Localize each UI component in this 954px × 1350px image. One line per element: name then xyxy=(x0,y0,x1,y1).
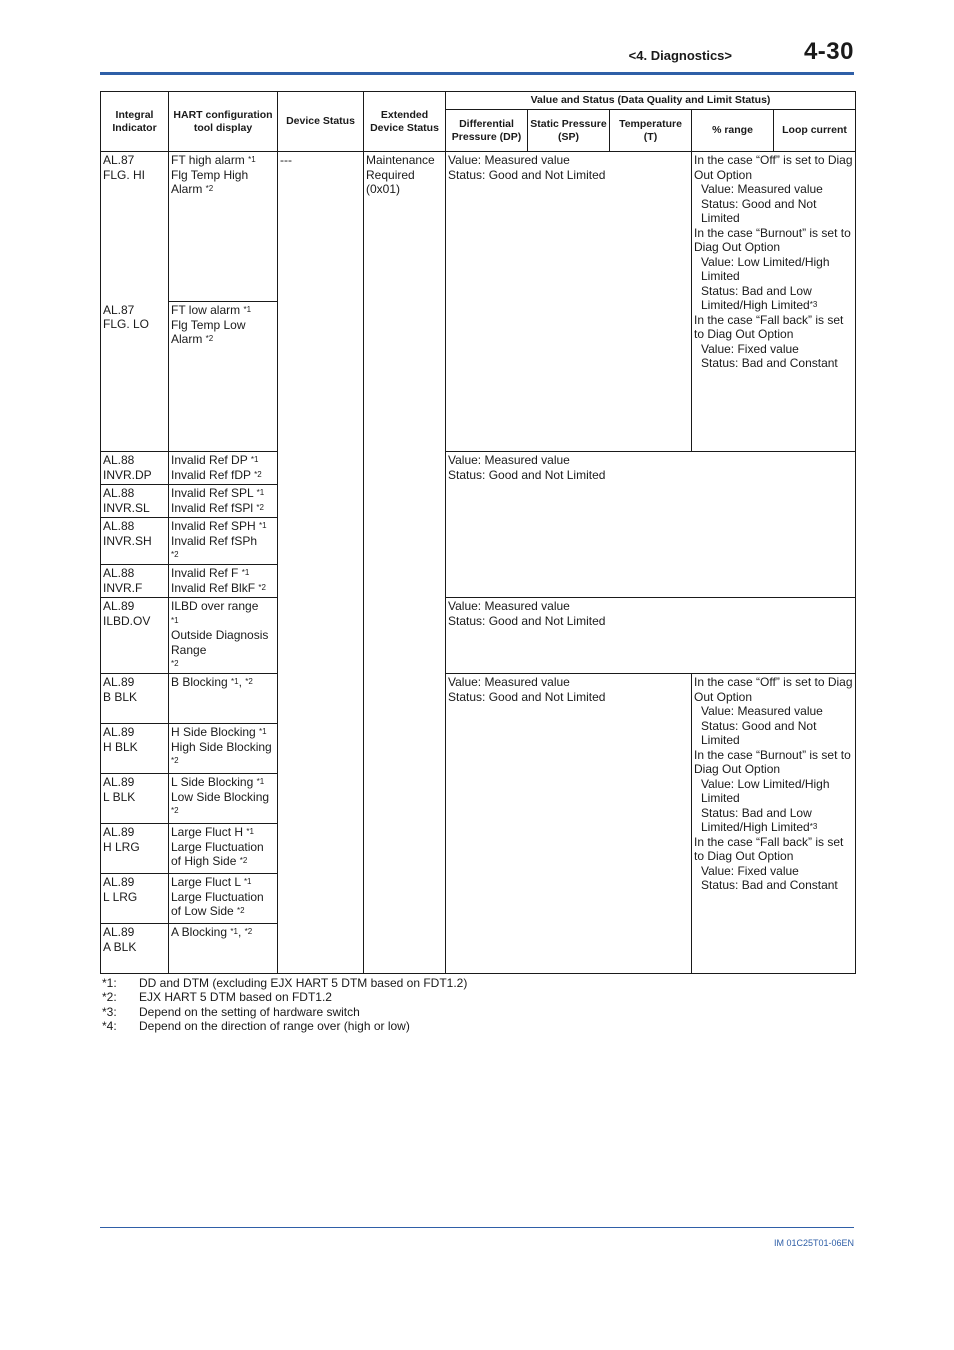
extended-status-cell: Maintenance Required (0x01) xyxy=(364,152,446,974)
hart-cell: Invalid Ref SPL $^{*1}$ Invalid Ref fSPl $^{*2}$ xyxy=(169,485,278,518)
header-value-status: Value and Status (Data Quality and Limit Status) xyxy=(446,92,856,110)
value-status-cell: Value: Measured value Status: Good and Not Limited xyxy=(446,452,856,598)
hart-cell: ILBD over range $^{*1}$ Outside Diagnosis Range $^{*2}$ xyxy=(169,598,278,674)
hart-cell: B Blocking $^{*1}$, $^{*2}$ xyxy=(169,674,278,724)
hart-cell: Invalid Ref DP $^{*1}$ Invalid Ref fDP $^{*2}$ xyxy=(169,452,278,485)
indicator-cell: AL.87 FLG. HI xyxy=(101,152,169,302)
table-row xyxy=(101,674,856,724)
table-row xyxy=(101,452,856,485)
header-range: % range xyxy=(692,110,774,152)
indicator-cell: AL.89 ILBD.OV xyxy=(101,598,169,674)
hart-cell: L Side Blocking $^{*1}$ Low Side Blocking $^{*2}$ xyxy=(169,774,278,824)
indicator-cell: AL.88 INVR.F xyxy=(101,565,169,598)
header-sp: Static Pressure (SP) xyxy=(528,110,610,152)
hart-cell: FT low alarm $^{*1}$ Flg Temp Low Alarm $^{*2}$ xyxy=(169,302,278,452)
loop-current-cell: In the case “Off” is set to Diag Out Option Value: Measured value Status: Good and Not Limited In the case “Burnout” is set to Diag Out Option Value: Low Limited/High Limited Status: Bad and Low Limited/High Limited$^{*3}$ In the case “Fall back” is set to Diag Out Option Value: Fixed value Status: Bad and Constant xyxy=(692,152,856,452)
header-dp: Differential Pressure (DP) xyxy=(446,110,528,152)
table-row xyxy=(101,152,856,302)
header-temp: Temperature (T) xyxy=(610,110,692,152)
hart-cell: Large Fluct H $^{*1}$ Large Fluctuation of High Side $^{*2}$ xyxy=(169,824,278,874)
value-status-cell: Value: Measured value Status: Good and Not Limited xyxy=(446,152,692,452)
device-status-cell: --- xyxy=(278,152,364,974)
footnote: *2: EJX HART 5 DTM based on FDT1.2 xyxy=(102,990,332,1004)
indicator-cell: AL.89 A BLK xyxy=(101,924,169,974)
indicator-cell: AL.89 B BLK xyxy=(101,674,169,724)
indicator-cell: AL.89 L BLK xyxy=(101,774,169,824)
indicator-cell: AL.87 FLG. LO xyxy=(101,302,169,452)
header-integral-indicator: Integral Indicator xyxy=(101,92,169,152)
header-rule xyxy=(100,72,854,75)
hart-cell: H Side Blocking $^{*1}$ High Side Blocking $^{*2}$ xyxy=(169,724,278,774)
header-extended-status: Extended Device Status xyxy=(364,92,446,152)
table-row xyxy=(101,598,856,674)
page-number: 4-30 xyxy=(803,38,854,65)
hart-cell: Invalid Ref SPH $^{*1}$ Invalid Ref fSPh $^{*2}$ xyxy=(169,518,278,565)
indicator-cell: AL.89 H LRG xyxy=(101,824,169,874)
indicator-cell: AL.89 H BLK xyxy=(101,724,169,774)
header-loop: Loop current xyxy=(774,110,856,152)
loop-current-cell: In the case “Off” is set to Diag Out Option Value: Measured value Status: Good and Not Limited In the case “Burnout” is set to Diag Out Option Value: Low Limited/High Limited Status: Bad and Low Limited/High Limited$^{*3}$ In the case “Fall back” is set to Diag Out Option Value: Fixed value Status: Bad and Constant xyxy=(692,674,856,974)
indicator-cell: AL.88 INVR.SL xyxy=(101,485,169,518)
header-device-status: Device Status xyxy=(278,92,364,152)
document-id: IM 01C25T01-06EN xyxy=(773,1238,854,1248)
value-status-cell: Value: Measured value Status: Good and Not Limited xyxy=(446,674,692,974)
footer-rule xyxy=(100,1227,854,1228)
hart-cell: Large Fluct L $^{*1}$ Large Fluctuation of Low Side $^{*2}$ xyxy=(169,874,278,924)
hart-cell: Invalid Ref F $^{*1}$ Invalid Ref BlkF $^{*2}$ xyxy=(169,565,278,598)
header-hart-tool: HART configuration tool display xyxy=(169,92,278,152)
indicator-cell: AL.88 INVR.SH xyxy=(101,518,169,565)
indicator-cell: AL.88 INVR.DP xyxy=(101,452,169,485)
diagnostics-table xyxy=(100,91,856,974)
footnote: *4: Depend on the direction of range over (high or low) xyxy=(102,1019,410,1033)
indicator-cell: AL.89 L LRG xyxy=(101,874,169,924)
value-status-cell: Value: Measured value Status: Good and Not Limited xyxy=(446,598,856,674)
footnote: *3: Depend on the setting of hardware switch xyxy=(102,1005,360,1019)
footnote: *1: DD and DTM (excluding EJX HART 5 DTM based on FDT1.2) xyxy=(102,976,468,990)
hart-cell: FT high alarm $^{*1}$ Flg Temp High Alarm $^{*2}$ xyxy=(169,152,278,302)
section-title: <4. Diagnostics> xyxy=(628,48,732,63)
hart-cell: A Blocking $^{*1}$, $^{*2}$ xyxy=(169,924,278,974)
